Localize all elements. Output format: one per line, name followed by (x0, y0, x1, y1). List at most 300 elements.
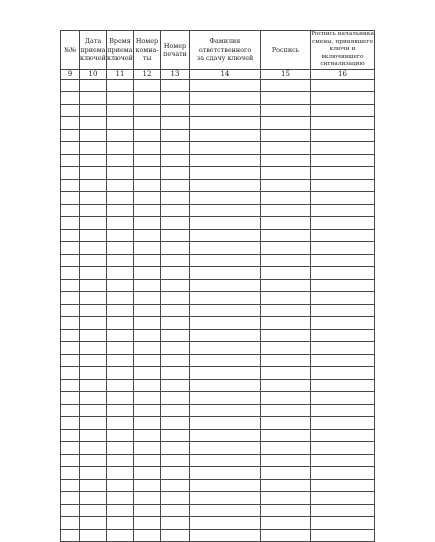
table-cell (107, 342, 134, 355)
table-cell (80, 217, 107, 230)
table-cell (61, 129, 80, 142)
table-cell (107, 267, 134, 280)
table-cell (61, 379, 80, 392)
table-cell (61, 154, 80, 167)
table-cell (261, 129, 311, 142)
table-cell (161, 467, 190, 480)
table-cell (261, 192, 311, 205)
table-cell (80, 479, 107, 492)
table-cell (61, 504, 80, 517)
table-cell (61, 317, 80, 330)
table-cell (134, 92, 161, 105)
table-cell (190, 404, 261, 417)
table-cell (134, 329, 161, 342)
table-cell (161, 204, 190, 217)
table-row (61, 404, 375, 417)
table-cell (190, 492, 261, 505)
table-cell (190, 142, 261, 155)
table-cell (190, 79, 261, 92)
table-cell (61, 104, 80, 117)
table-cell (80, 454, 107, 467)
table-cell (134, 104, 161, 117)
table-cell (190, 192, 261, 205)
table-row (61, 367, 375, 380)
table-row (61, 454, 375, 467)
table-cell (107, 417, 134, 430)
column-number: 14 (190, 69, 261, 79)
table-cell (161, 367, 190, 380)
table-cell (311, 467, 375, 480)
table-cell (190, 167, 261, 180)
header-row (61, 31, 375, 70)
table-cell (261, 179, 311, 192)
table-cell (107, 117, 134, 130)
table-cell (80, 142, 107, 155)
column-number: 16 (311, 69, 375, 79)
table-cell (107, 517, 134, 530)
table-cell (107, 204, 134, 217)
table-cell (80, 292, 107, 305)
table-cell (190, 442, 261, 455)
table-cell (161, 192, 190, 205)
table-cell (61, 492, 80, 505)
table-cell (261, 117, 311, 130)
table-row (61, 167, 375, 180)
table-cell (107, 254, 134, 267)
table-cell (80, 404, 107, 417)
table-cell (61, 92, 80, 105)
table-cell (161, 229, 190, 242)
table-cell (311, 79, 375, 92)
table-row (61, 279, 375, 292)
table-row (61, 204, 375, 217)
table-cell (134, 354, 161, 367)
table-cell (80, 267, 107, 280)
table-cell (261, 392, 311, 405)
table-cell (80, 329, 107, 342)
table-row (61, 329, 375, 342)
table-row (61, 417, 375, 430)
table-cell (190, 354, 261, 367)
table-cell (80, 467, 107, 480)
table-cell (190, 429, 261, 442)
table-cell (61, 167, 80, 180)
table-row (61, 354, 375, 367)
table-row (61, 154, 375, 167)
table-cell (190, 517, 261, 530)
table-cell (80, 342, 107, 355)
table-cell (190, 242, 261, 255)
table-cell (311, 229, 375, 242)
table-cell (311, 504, 375, 517)
table-cell (261, 304, 311, 317)
table-cell (311, 292, 375, 305)
table-cell (161, 479, 190, 492)
table-cell (190, 367, 261, 380)
table-cell (311, 329, 375, 342)
table-cell (261, 504, 311, 517)
table-cell (61, 329, 80, 342)
table-cell (107, 492, 134, 505)
column-number: 9 (61, 69, 80, 79)
table-cell (107, 142, 134, 155)
table-cell (311, 317, 375, 330)
table-cell (161, 329, 190, 342)
table-cell (61, 442, 80, 455)
table-cell (61, 267, 80, 280)
table-row (61, 229, 375, 242)
table-cell (161, 342, 190, 355)
table-cell (134, 229, 161, 242)
table-cell (190, 217, 261, 230)
table-cell (311, 304, 375, 317)
table-cell (80, 504, 107, 517)
table-cell (134, 317, 161, 330)
table-cell (107, 479, 134, 492)
table-cell (311, 154, 375, 167)
table-cell (61, 367, 80, 380)
table-cell (190, 504, 261, 517)
table-cell (107, 454, 134, 467)
table-cell (107, 154, 134, 167)
table-cell (161, 317, 190, 330)
table-row (61, 304, 375, 317)
table-cell (261, 292, 311, 305)
table-cell (107, 354, 134, 367)
column-number: 11 (107, 69, 134, 79)
table-cell (134, 304, 161, 317)
table-cell (261, 379, 311, 392)
table-cell (161, 267, 190, 280)
table-cell (261, 204, 311, 217)
table-cell (190, 304, 261, 317)
header-date: Дата приема ключей (80, 31, 107, 70)
table-cell (107, 404, 134, 417)
table-cell (311, 192, 375, 205)
table-row (61, 317, 375, 330)
table-cell (134, 367, 161, 380)
table-cell (61, 217, 80, 230)
table-cell (80, 517, 107, 530)
table-cell (311, 417, 375, 430)
column-number: 15 (261, 69, 311, 79)
table-cell (107, 104, 134, 117)
table-cell (107, 242, 134, 255)
table-cell (134, 392, 161, 405)
table-row (61, 254, 375, 267)
table-cell (261, 167, 311, 180)
key-log-table (60, 30, 375, 542)
table-cell (80, 304, 107, 317)
table-cell (107, 467, 134, 480)
table-cell (61, 429, 80, 442)
table-cell (61, 79, 80, 92)
table-cell (61, 179, 80, 192)
table-cell (161, 254, 190, 267)
table-cell (134, 292, 161, 305)
table-cell (134, 267, 161, 280)
table-cell (134, 467, 161, 480)
table-cell (134, 517, 161, 530)
table-row (61, 192, 375, 205)
table-cell (261, 142, 311, 155)
table-cell (80, 179, 107, 192)
table-cell (261, 442, 311, 455)
table-cell (80, 367, 107, 380)
table-cell (61, 117, 80, 130)
table-cell (134, 404, 161, 417)
table-cell (80, 492, 107, 505)
header-shift-signature: Роспись начальника смены, принявшего ключи и включившего сигнализацию (311, 31, 375, 70)
table-cell (134, 142, 161, 155)
table-cell (161, 529, 190, 542)
table-cell (80, 529, 107, 542)
table-cell (261, 104, 311, 117)
table-cell (311, 267, 375, 280)
table-cell (134, 429, 161, 442)
table-cell (261, 79, 311, 92)
table-cell (107, 317, 134, 330)
table-cell (190, 317, 261, 330)
table-cell (161, 217, 190, 230)
table-row (61, 342, 375, 355)
table-cell (190, 254, 261, 267)
table-cell (107, 442, 134, 455)
table-cell (61, 529, 80, 542)
table-body (61, 79, 375, 542)
table-cell (261, 492, 311, 505)
table-cell (80, 429, 107, 442)
table-cell (311, 429, 375, 442)
table-cell (161, 404, 190, 417)
table-cell (261, 454, 311, 467)
table-cell (311, 479, 375, 492)
table-cell (261, 217, 311, 230)
table-cell (61, 517, 80, 530)
table-cell (80, 229, 107, 242)
table-cell (80, 442, 107, 455)
table-cell (311, 167, 375, 180)
table-cell (190, 379, 261, 392)
table-cell (190, 104, 261, 117)
table-cell (190, 479, 261, 492)
table-cell (311, 142, 375, 155)
table-cell (61, 229, 80, 242)
table-row (61, 392, 375, 405)
table-cell (107, 292, 134, 305)
table-cell (161, 79, 190, 92)
table-cell (311, 342, 375, 355)
table-cell (134, 254, 161, 267)
table-cell (261, 229, 311, 242)
table-cell (261, 404, 311, 417)
table-cell (107, 92, 134, 105)
table-cell (134, 279, 161, 292)
table-cell (190, 329, 261, 342)
header-signature: Роспись (261, 31, 311, 70)
table-cell (161, 279, 190, 292)
table-row (61, 267, 375, 280)
table-row (61, 79, 375, 92)
table-cell (61, 192, 80, 205)
table-cell (134, 529, 161, 542)
table-cell (161, 129, 190, 142)
table-cell (311, 254, 375, 267)
table-cell (161, 392, 190, 405)
table-cell (134, 242, 161, 255)
table-cell (190, 92, 261, 105)
table-cell (161, 442, 190, 455)
table-row (61, 242, 375, 255)
table-cell (134, 442, 161, 455)
table-cell (134, 129, 161, 142)
table-row (61, 179, 375, 192)
table-cell (261, 429, 311, 442)
table-row (61, 504, 375, 517)
table-cell (311, 442, 375, 455)
table-cell (107, 367, 134, 380)
table-cell (261, 354, 311, 367)
table-cell (80, 129, 107, 142)
table-cell (107, 429, 134, 442)
table-cell (80, 279, 107, 292)
table-cell (107, 329, 134, 342)
table-cell (107, 304, 134, 317)
table-cell (190, 154, 261, 167)
header-seal: Номер печати (161, 31, 190, 70)
table-cell (311, 104, 375, 117)
table-cell (161, 492, 190, 505)
table-cell (311, 454, 375, 467)
table-cell (311, 404, 375, 417)
table-row (61, 217, 375, 230)
table-cell (134, 479, 161, 492)
table-cell (80, 254, 107, 267)
table-cell (107, 229, 134, 242)
table-row (61, 467, 375, 480)
table-cell (311, 517, 375, 530)
table-cell (161, 242, 190, 255)
table-cell (134, 342, 161, 355)
table-cell (190, 267, 261, 280)
table-cell (80, 167, 107, 180)
table-cell (134, 504, 161, 517)
table-cell (80, 154, 107, 167)
table-row (61, 292, 375, 305)
table-cell (134, 417, 161, 430)
table-cell (80, 104, 107, 117)
table-cell (190, 129, 261, 142)
table-row (61, 492, 375, 505)
table-cell (261, 267, 311, 280)
table-cell (80, 192, 107, 205)
table-row (61, 479, 375, 492)
table-cell (61, 279, 80, 292)
table-cell (134, 217, 161, 230)
table-cell (80, 242, 107, 255)
table-cell (161, 104, 190, 117)
table-cell (190, 342, 261, 355)
table-cell (311, 279, 375, 292)
table-cell (261, 92, 311, 105)
table-cell (61, 354, 80, 367)
table-cell (61, 242, 80, 255)
table-cell (161, 429, 190, 442)
column-number-row (61, 69, 375, 79)
table-cell (61, 254, 80, 267)
table-cell (107, 217, 134, 230)
table-cell (261, 417, 311, 430)
table-cell (161, 454, 190, 467)
table-cell (190, 117, 261, 130)
column-number: 12 (134, 69, 161, 79)
table-cell (311, 92, 375, 105)
table-cell (261, 367, 311, 380)
table-cell (261, 329, 311, 342)
table-cell (261, 479, 311, 492)
table-cell (134, 204, 161, 217)
table-cell (161, 154, 190, 167)
table-cell (107, 279, 134, 292)
table-row (61, 104, 375, 117)
column-number: 13 (161, 69, 190, 79)
header-num: №№ (61, 31, 80, 70)
table-cell (134, 492, 161, 505)
table-cell (190, 467, 261, 480)
table-cell (161, 379, 190, 392)
table-cell (61, 204, 80, 217)
table-cell (80, 392, 107, 405)
table-cell (311, 242, 375, 255)
table-cell (190, 229, 261, 242)
table-cell (134, 179, 161, 192)
table-cell (190, 392, 261, 405)
table-cell (134, 192, 161, 205)
table-cell (261, 467, 311, 480)
table-cell (80, 417, 107, 430)
table-cell (261, 242, 311, 255)
table-cell (134, 454, 161, 467)
table-row (61, 117, 375, 130)
table-cell (107, 379, 134, 392)
table-cell (61, 454, 80, 467)
table-cell (161, 504, 190, 517)
table-cell (161, 179, 190, 192)
table-cell (261, 279, 311, 292)
table-row (61, 129, 375, 142)
table-cell (61, 292, 80, 305)
table-cell (107, 167, 134, 180)
table-cell (261, 317, 311, 330)
table-cell (61, 417, 80, 430)
table-cell (61, 304, 80, 317)
table-cell (61, 142, 80, 155)
table-cell (107, 504, 134, 517)
table-cell (161, 417, 190, 430)
table-cell (107, 79, 134, 92)
table-cell (107, 179, 134, 192)
table-row (61, 529, 375, 542)
table-cell (161, 517, 190, 530)
table-cell (107, 392, 134, 405)
table-cell (161, 142, 190, 155)
table-cell (107, 129, 134, 142)
table-cell (61, 392, 80, 405)
table-cell (161, 92, 190, 105)
table-cell (311, 492, 375, 505)
table-row (61, 442, 375, 455)
table-cell (311, 204, 375, 217)
